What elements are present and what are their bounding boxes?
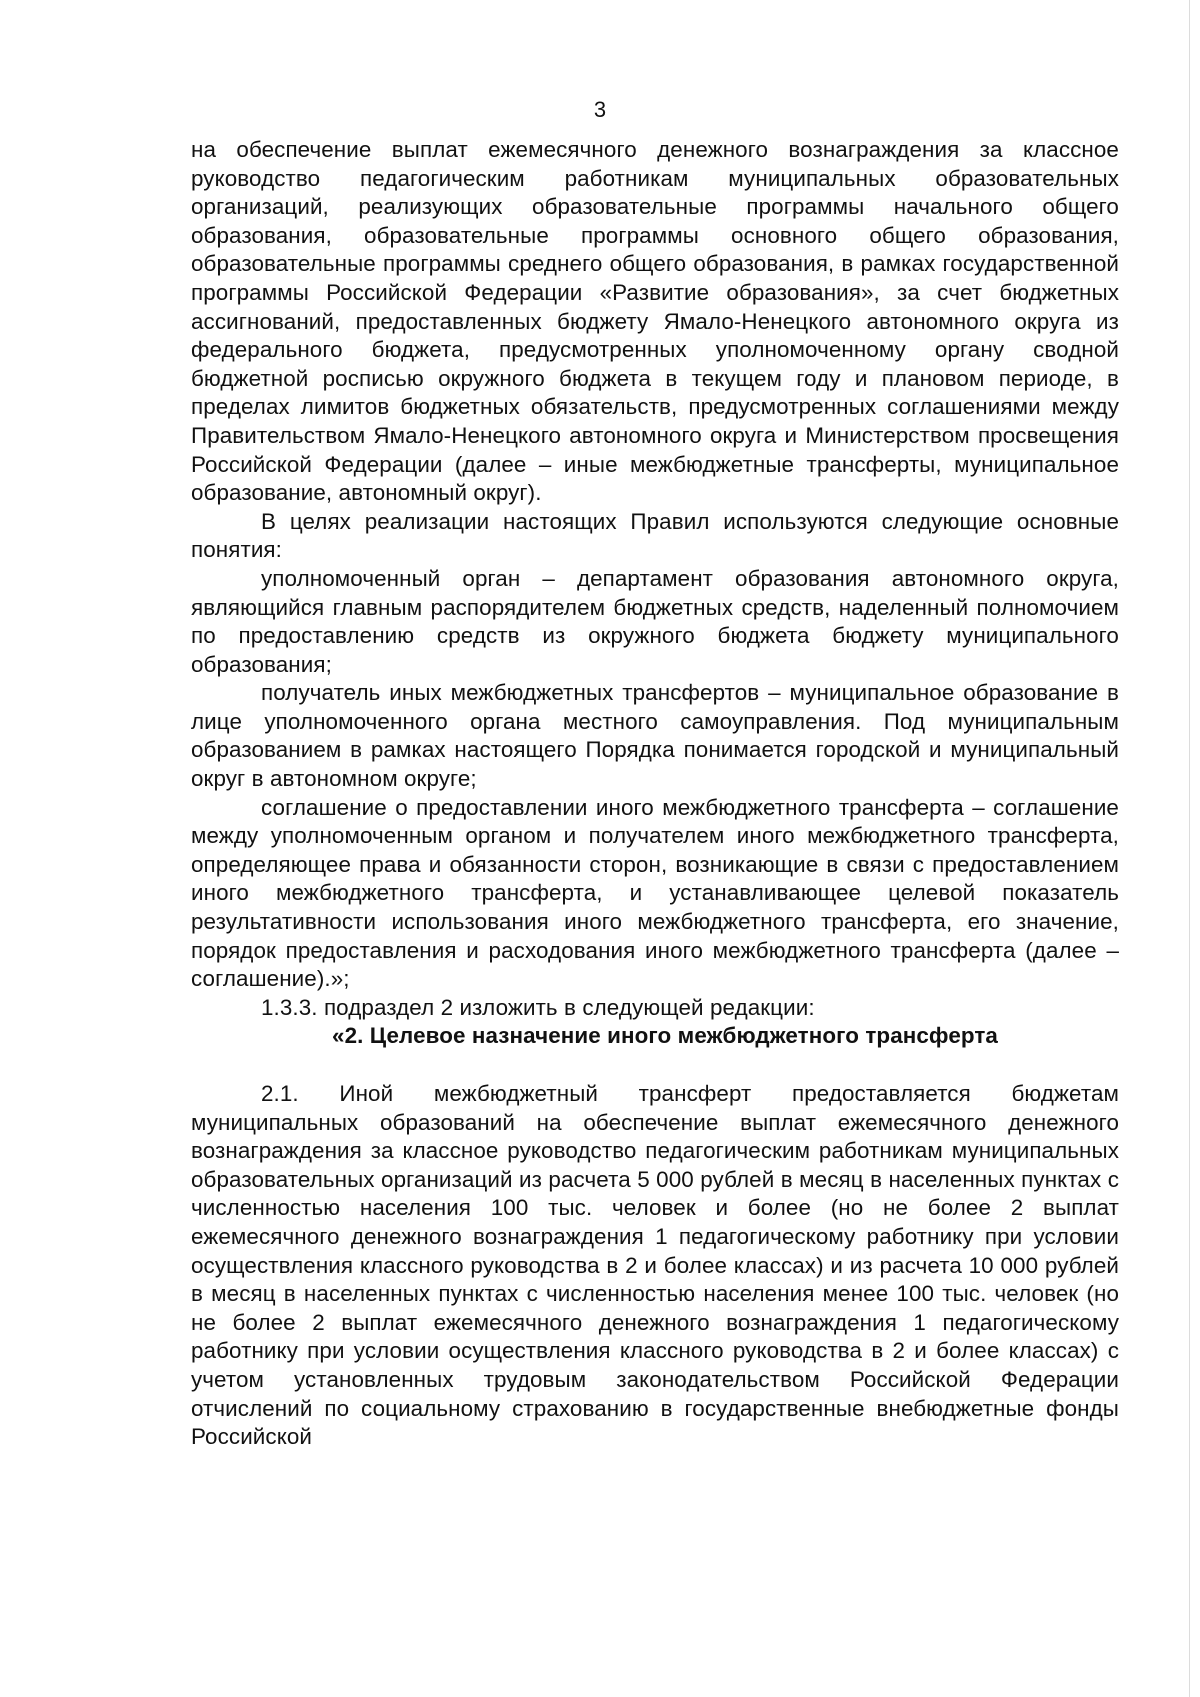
paragraph-recipient: получатель иных межбюджетных трансфертов – муниципальное образование в лице уполномоченного органа местного самоуправления. Под муниципальным образованием в рамках настоящего Порядка понимается городской и муниципальный округ в автономном округе;	[191, 680, 1119, 792]
paragraph-continuation: на обеспечение выплат ежемесячного денежного вознаграждения за классное руководство педагогическим работникам муниципальных образовательных организаций, реализующих образовательные программы начального общего образования, образовательные программы основного общего образования, образовательные программы среднего общего образования, в рамках государственной программы Российской Федерации «Развитие образования», за счет бюджетных ассигнований, предоставленных бюджету Ямало-Ненецкого автономного округа из федерального бюджета, предусмотренных уполномоченному органу сводной бюджетной росписью окружного бюджета в текущем году и плановом периоде, в пределах лимитов бюджетных обязательств, предусмотренных соглашениями между Правительством Ямало-Ненецкого автономного округа и Министерством просвещения Российской Федерации (далее – иные межбюджетные трансферты, муниципальное образование, автономный округ).	[191, 137, 1119, 506]
body-text	[191, 136, 1119, 1452]
section-heading: «2. Целевое назначение иного межбюджетного трансферта	[332, 1023, 998, 1049]
page-edge-line	[1189, 0, 1190, 1697]
paragraph-agreement: соглашение о предоставлении иного межбюджетного трансферта – соглашение между уполномоченным органом и получателем иного межбюджетного трансферта, определяющее права и обязанности сторон, возникающие в связи с предоставлением иного межбюджетного трансферта, и устанавливающее целевой показатель результативности использования иного межбюджетного трансферта, его значение, порядок предоставления и расходования иного межбюджетного трансферта (далее – соглашение).»;	[191, 794, 1119, 992]
paragraph-2-1: 2.1. Иной межбюджетный трансферт предоставляется бюджетам муниципальных образований на обеспечение выплат ежемесячного денежного вознаграждения за классное руководство педагогическим работникам муниципальных образовательных организаций из расчета 5 000 рублей в месяц в населенных пунктах с численностью населения 100 тыс. человек и более (но не более 2 выплат ежемесячного денежного вознаграждения 1 педагогическому работнику при условии осуществления классного руководства в 2 и более классах) и из расчета 10 000 рублей в месяц в населенных пунктах с численностью населения менее 100 тыс. человек (но не более 2 выплат ежемесячного денежного вознаграждения 1 педагогическому работнику при условии осуществления классного руководства в 2 и более классах) с учетом установленных трудовым законодательством Российской Федерации отчислений по социальному страхованию в государственные внебюджетные фонды Российской	[191, 1081, 1119, 1450]
paragraph-definitions-intro: В целях реализации настоящих Правил используются следующие основные понятия:	[191, 508, 1119, 563]
page-number: 3	[593, 97, 607, 122]
heading-spacer	[191, 1051, 1119, 1080]
paragraph-amendment: 1.3.3. подраздел 2 изложить в следующей редакции:	[261, 994, 815, 1020]
paragraph-authorized-body: уполномоченный орган – департамент образования автономного округа, являющийся главным распорядителем бюджетных средств, наделенный полномочием по предоставлению средств из окружного бюджета бюджету муниципального образования;	[191, 565, 1119, 677]
